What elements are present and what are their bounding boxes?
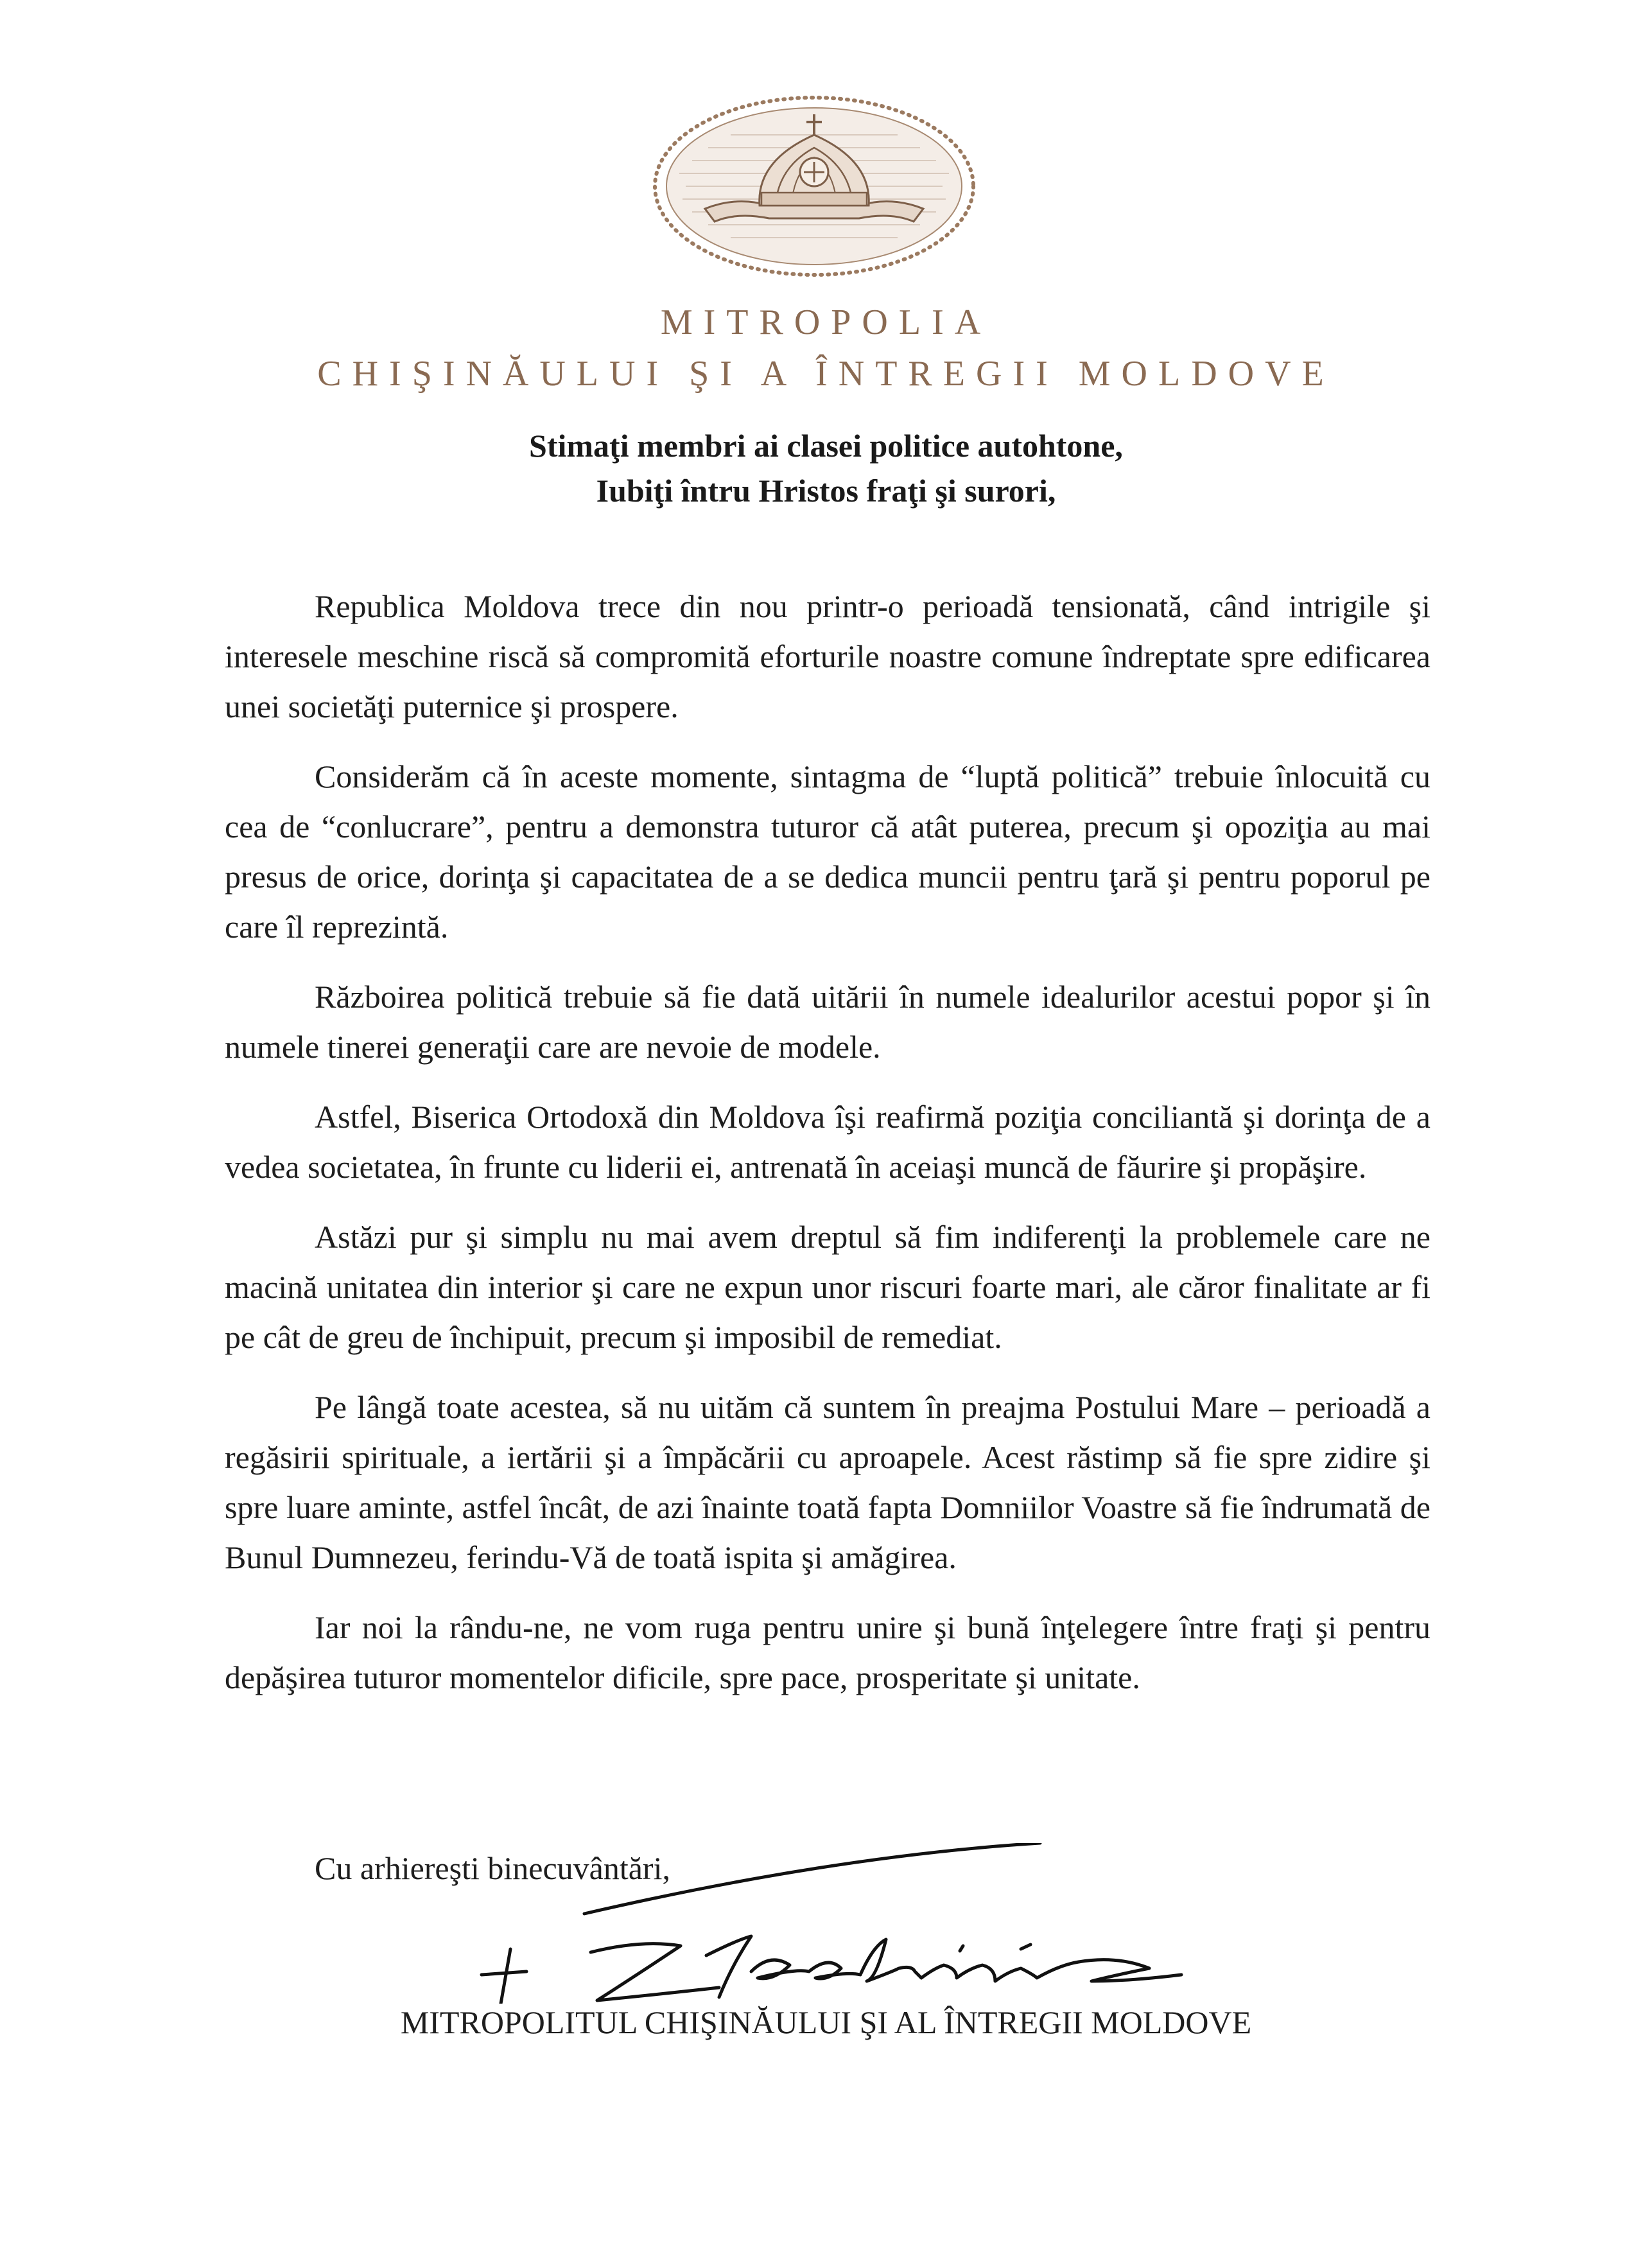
body-paragraph: Pe lângă toate acestea, să nu uităm că suntem în preajma Postului Mare – perioadă a regăsirii spirituale, a iertării şi a împăcării cu aproapele. Acest răstimp să fie spre zidire şi spre luare aminte, astfel încât, de azi înainte toată fapta Domniilor Voastre să fie îndrumată de Bunul Dumnezeu, ferindu-Vă de toată ispita şi amăgirea. (225, 1389, 1430, 1575)
letter-body (225, 581, 1430, 1722)
signatory-title: MITROPOLITUL CHIŞINĂULUI ŞI AL ÎNTREGII MOLDOVE (400, 2004, 1252, 2040)
body-paragraph: Astfel, Biserica Ortodoxă din Moldova îşi reafirmă poziţia conciliantă şi dorinţa de a vedea societatea, în frunte cu liderii ei, antrenată în aceiaşi muncă de făurire şi propăşire. (225, 1099, 1430, 1185)
letterhead-line-1: MITROPOLIA (660, 302, 992, 342)
body-paragraph: Iar noi la rându-ne, ne vom ruga pentru unire şi bună înţelegere între fraţi şi pentru depăşirea tuturor momentelor dificile, spre pace, prosperitate şi unitate. (225, 1609, 1430, 1695)
body-paragraph: Republica Moldova trece din nou printr-o perioadă tensionată, când intrigile şi interesele meschine riscă să compromită eforturile noastre comune îndreptate spre edificarea unei societăţi puternice şi prospere. (225, 588, 1430, 724)
body-paragraph: Astăzi pur şi simplu nu mai avem dreptul să fim indiferenţi la problemele care ne macină unitatea din interior şi care ne expun unor riscuri foarte mari, ale căror finalitate ar fi pe cât de greu de închipuit, precum şi imposibil de remediat. (225, 1219, 1430, 1355)
letterhead-line-2: CHIŞINĂULUI ŞI A ÎNTREGII MOLDOVE (317, 354, 1335, 394)
handwritten-signature (449, 1843, 1284, 2004)
salutation-line-2: Iubiţi întru Hristos fraţi şi surori, (596, 473, 1056, 509)
body-paragraph: Războirea politică trebuie să fie dată uitării în numele idealurilor acestui popor şi în numele tinerei generaţii care are nevoie de modele. (225, 979, 1430, 1065)
closing-line: Cu arhiereşti binecuvântări, (315, 1850, 670, 1886)
salutation-line-1: Stimaţi membri ai clasei politice autohtone, (529, 428, 1123, 464)
metropolis-emblem-logo (647, 90, 981, 283)
body-paragraph: Considerăm că în aceste momente, sintagma de “luptă politică” trebuie înlocuită cu cea de “conlucrare”, pentru a demonstra tuturor că atât puterea, precum şi opoziţia au mai presus de orice, dorinţa şi capacitatea de a se dedica muncii pentru ţară şi pentru poporul pe care îl reprezintă. (225, 758, 1430, 945)
